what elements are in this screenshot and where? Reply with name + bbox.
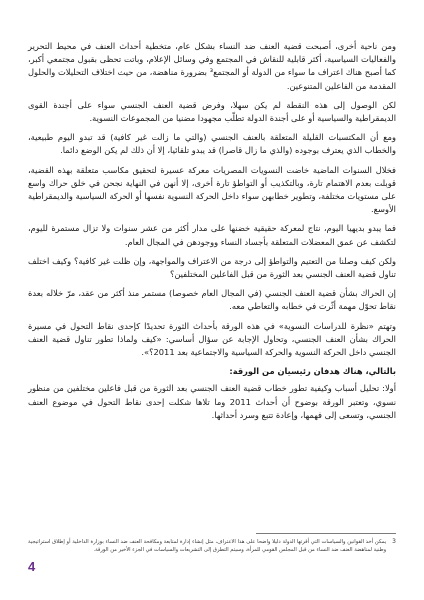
page-number: 4 [28, 559, 36, 574]
paragraph-8: وتهتم «نظرة للدراسات النسوية» في هذه الورقة بأحداث الثورة تحديدًا كإحدى نقاط التحول في مسيرة الحراك بشأن العنف الجنسي، وتحاول الإجابة عن سؤال أساسي: «كيف ولماذا تطور تناول قضية العنف الجنسي داخل الحركة النسوية والحركة السياسية والاجتماعية بعد 2011؟». [28, 320, 396, 358]
footnote-divider [256, 533, 396, 534]
paragraph-1: ومن ناحية أخرى، أصبحت قضية العنف ضد النساء بشكل عام، متخطية أحداث العنف في محيط التحرير والفعاليات السياسية، أكثر قابلية للنقاش في المجتمع وفي وسائل الإعلام، وباتت تحظى بقبول مجتمعي أكبر، كما أصبح هناك اعتراف ما سواء من الدولة أو المجتمع³ بضرورة مناهضة، من حيث اختلاف التحليلات والحلول المقدمة من الفاعلين المتنوعين. [28, 41, 396, 91]
footnote-number: 3 [392, 538, 396, 545]
document-page [28, 40, 396, 572]
paragraph-5: فما يبدو بديهيا اليوم، نتاج لمعركة حقيقية خضنها على مدار أكثر من عشر سنوات ولا تزال مستمرة لليوم، لتكشف عن عمق المعضلات المتعلقة بأجساد النساء ووجودهن في المجال العام. [28, 223, 396, 247]
paragraph-7: إن الحراك بشأن قضية العنف الجنسي (في المجال العام خصوصا) مستمر منذ أكثر من عقد، مرّ خلاله بعدة نقاط تحوّل مهمة أثّرت في خطابه والتعاطي معه. [28, 288, 396, 312]
paragraph-3: ومع أن المكتسبات القليلة المتعلقة بالعنف الجنسي (والتي ما زالت غير كافية) قد تبدو اليوم طبيعية، والخطاب الذي يعترف بوجوده (والذي ما زال قاصرا) قد يبدو تلقائيا، إلا أن ذلك لم يكن الوضع دائما. [28, 132, 396, 156]
paragraph-4: فخلال السنوات الماضية خاضت النسويات المصريات معركة عسيرة لتحقيق مكاسب متعلقة بهذه القضية، قوبلت بعدم الاهتمام تارة، وبالتكذيب أو التواطؤ تارة أخرى، إلا أنهن في النهاية نجحن في خلق حراك واسع على مستويات مختلفة، وتطوير خطابهن سواء داخل الحركة النسوية نفسها أو الحركة السياسية والديمقراطية الأوسع. [28, 164, 396, 215]
paragraph-6: ولكن كيف وصلنا من التعتيم والتواطؤ إلى درجة من الاعتراف والمواجهة، وإن ظلت غير كافية؟ وكيف اختلف تناول قضية العنف الجنسي بعد الثورة من قبل الفاعلين المختلفين؟ [28, 255, 396, 280]
paragraph-2: لكن الوصول إلى هذه النقطة لم يكن سهلا، وفرض قضية العنف الجنسي سواء على أجندة القوى الديمقراطية والسياسية أو على أجندة الدولة تطلّب مجهودا مضنيا من المجموعات النسوية. [28, 99, 396, 124]
paragraph-9: أولا: تحليل أسباب وكيفية تطور خطاب قضية العنف الجنسي بعد الثورة من قبل فاعلين مختلفين من منظور نسوي، وتعتبر الورقة بوضوح أن أحداث 2011 وما تلاها شكلت إحدى نقاط التحول في موضوع العنف الجنسي، وتسعى إلى فهمها، وإعادة تتبع وسرد أحداثها. [28, 383, 397, 420]
footnote [28, 538, 396, 554]
footnote-text: يمكن أخذ القوانين والسياسات التي أقرتها الدولة دليلا واضحا على هذا الاعتراف، مثل إنشاء إدارة لمتابعة ومكافحة العنف ضد النساء بوزارة الداخلية أو إطلاق استراتيجية وطنية لمناهضة العنف ضد النساء من قبل المجلس القومي للمرأة، وسيتم التطرق إلى التشريعات والسياسات في الجزء الأخير من الورقة. [28, 539, 387, 553]
goals-heading: بالتالي، هناك هدفان رئيسيان من الورقة: [229, 366, 396, 377]
